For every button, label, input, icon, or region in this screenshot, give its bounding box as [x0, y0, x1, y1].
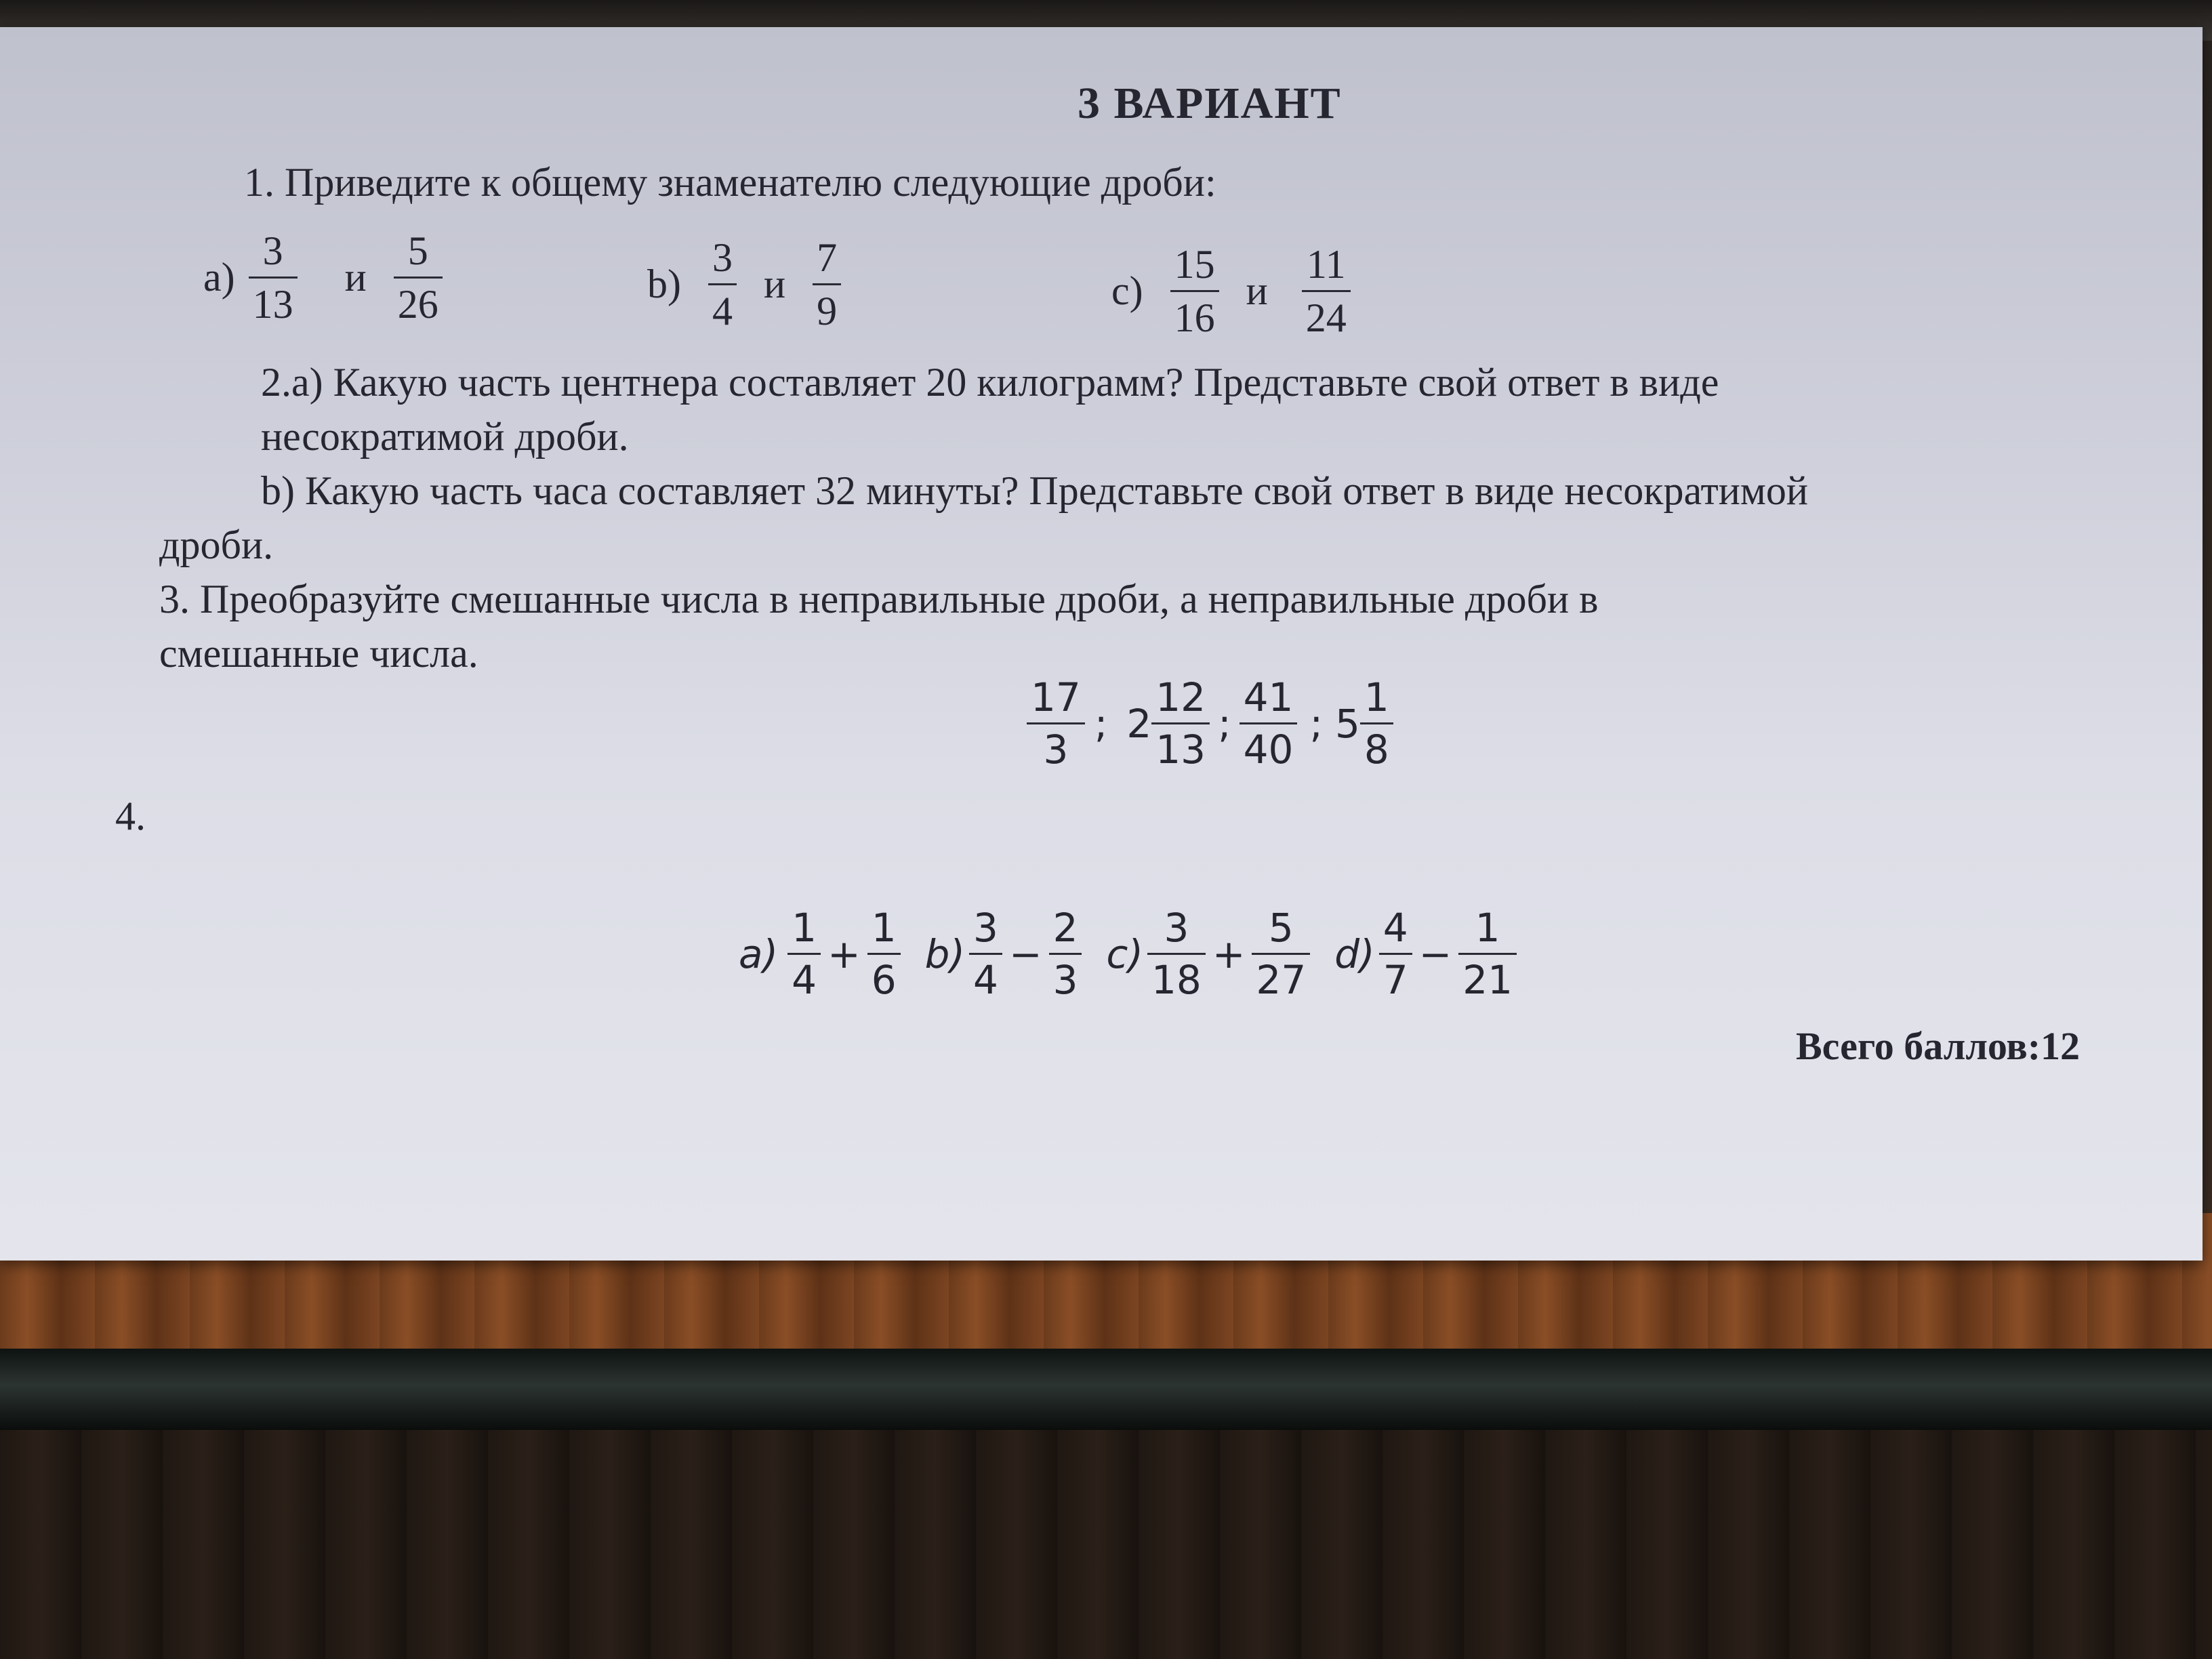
numerator: 1 — [792, 905, 817, 951]
q4-expressions — [739, 905, 1517, 1003]
separator: ; — [1309, 700, 1323, 747]
whole-part: 2 — [1126, 700, 1152, 747]
operator: + — [1212, 930, 1246, 977]
conjunction: и — [344, 255, 367, 300]
numerator: 1 — [1364, 674, 1389, 720]
denominator: 4 — [973, 957, 998, 1003]
q1-a — [203, 230, 443, 325]
q1-c-label: c) — [1111, 268, 1143, 313]
denominator: 24 — [1305, 295, 1347, 340]
operator: − — [1418, 930, 1452, 977]
q4-d-label: d) — [1334, 930, 1375, 977]
denominator: 4 — [792, 957, 817, 1003]
fraction — [1151, 674, 1210, 773]
page-title: 3 ВАРИАНТ — [1078, 79, 1342, 128]
numerator: 2 — [1052, 905, 1078, 951]
fraction — [969, 905, 1002, 1003]
denominator: 3 — [1043, 726, 1069, 773]
fraction — [1170, 244, 1219, 338]
numerator: 41 — [1243, 674, 1294, 720]
fraction — [787, 905, 821, 1003]
denominator: 7 — [1382, 957, 1408, 1003]
total-score: Всего баллов:12 — [1796, 1024, 2081, 1068]
denominator: 8 — [1364, 726, 1389, 773]
background-bottom — [0, 1430, 2212, 1659]
separator: ; — [1218, 700, 1231, 747]
q2-b-line1: b) Какую часть часа составляет 32 минуты? Представьте свой ответ в виде несократимой — [261, 468, 1808, 513]
denominator: 21 — [1462, 957, 1513, 1003]
q1-a-label: a) — [203, 255, 235, 300]
numerator: 5 — [1268, 905, 1294, 951]
display-frame — [0, 1349, 2212, 1430]
whole-part: 5 — [1334, 700, 1360, 747]
q2-a-line1: 2.a) Какую часть центнера составляет 20 килограмм? Представьте свой ответ в виде — [261, 360, 1719, 405]
numerator: 7 — [817, 235, 838, 280]
fraction — [394, 230, 443, 325]
denominator: 16 — [1174, 295, 1215, 340]
fraction — [1147, 905, 1206, 1003]
conjunction: и — [1246, 268, 1268, 313]
numerator: 3 — [973, 905, 998, 951]
numerator: 3 — [1164, 905, 1189, 951]
q3-line2: смешанные числа. — [159, 631, 478, 676]
numerator: 3 — [712, 235, 733, 280]
denominator: 40 — [1243, 726, 1294, 773]
denominator: 13 — [1155, 726, 1206, 773]
q1-b — [647, 237, 841, 331]
separator: ; — [1094, 700, 1108, 747]
numerator: 3 — [262, 228, 283, 273]
numerator: 15 — [1174, 242, 1215, 287]
fraction — [249, 230, 298, 325]
denominator: 13 — [252, 282, 293, 327]
conjunction: и — [763, 262, 786, 306]
numerator: 1 — [871, 905, 897, 951]
q1-b-label: b) — [647, 262, 681, 306]
q1-c — [1111, 244, 1351, 338]
q4-b-label: b) — [924, 930, 966, 977]
denominator: 27 — [1256, 957, 1307, 1003]
q2-a-line2: несократимой дроби. — [261, 414, 629, 459]
fraction — [1360, 674, 1393, 773]
fraction — [1027, 674, 1085, 773]
fraction — [1252, 905, 1310, 1003]
q4-label: 4. — [115, 794, 146, 838]
fraction — [813, 237, 841, 331]
fraction — [1458, 905, 1517, 1003]
denominator: 9 — [817, 289, 838, 333]
denominator: 18 — [1151, 957, 1202, 1003]
fraction — [1379, 905, 1412, 1003]
numerator: 5 — [407, 228, 428, 273]
denominator: 26 — [397, 282, 438, 327]
numerator: 4 — [1382, 905, 1408, 951]
denominator: 3 — [1052, 957, 1078, 1003]
q2-b-line2: дроби. — [159, 523, 274, 567]
fraction — [708, 237, 737, 331]
numerator: 17 — [1031, 674, 1081, 720]
fraction — [1240, 674, 1298, 773]
fraction — [1302, 244, 1351, 338]
numerator: 1 — [1475, 905, 1500, 951]
denominator: 4 — [712, 289, 733, 333]
fraction — [867, 905, 901, 1003]
numerator: 11 — [1306, 242, 1346, 287]
fraction — [1049, 905, 1082, 1003]
q1-text: 1. Приведите к общему знаменателю следующие дроби: — [244, 160, 1216, 205]
worksheet-paper — [0, 27, 2203, 1261]
denominator: 6 — [871, 957, 897, 1003]
q3-line1: 3. Преобразуйте смешанные числа в неправильные дроби, а неправильные дроби в — [159, 577, 1599, 621]
q4-a-label: a) — [739, 930, 779, 977]
numerator: 12 — [1155, 674, 1206, 720]
operator: + — [827, 930, 861, 977]
q3-expressions — [1027, 674, 1393, 773]
q4-c-label: c) — [1106, 930, 1143, 977]
operator: − — [1008, 930, 1042, 977]
